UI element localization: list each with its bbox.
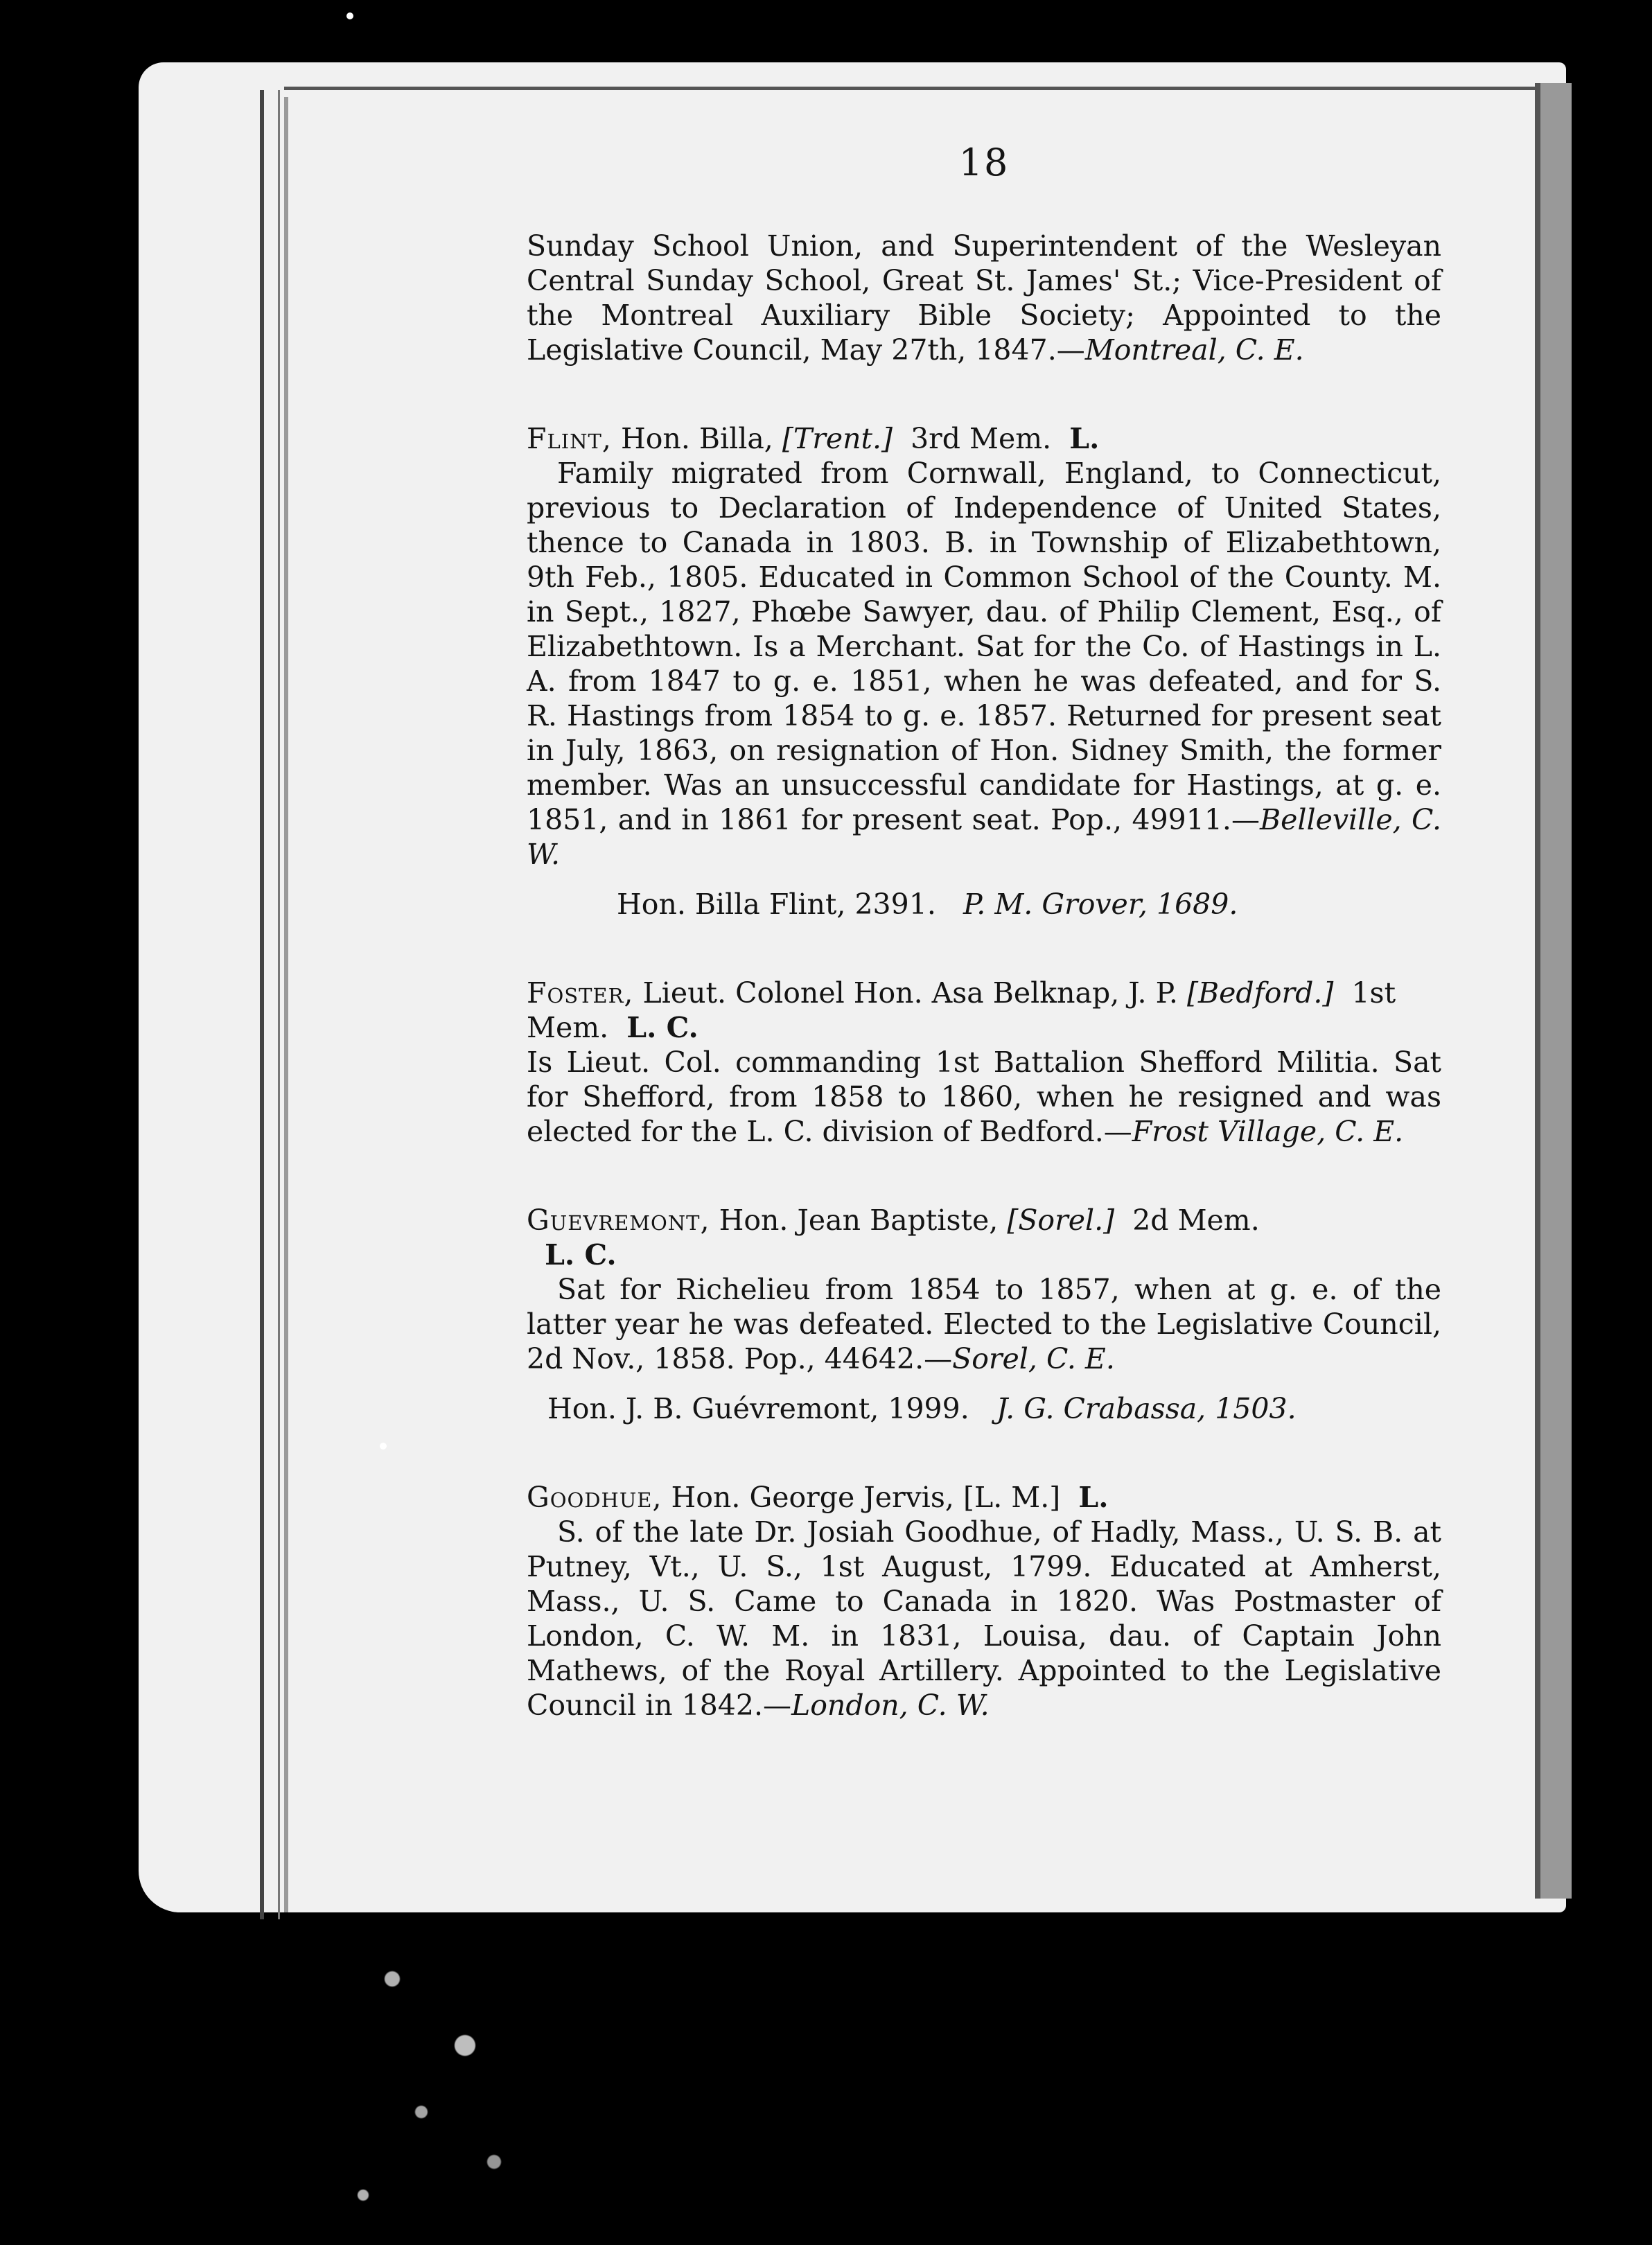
entry-body-text: Family migrated from Cornwall, England, to Connecticut, previous to Declaration of Independence of United States, thence to Canada in 1803. B. in Township of Elizabethtown, 9th Feb., 1805. Educated in Common School of the County. M. in Sept., 1827, Phœbe Sawyer, dau. of Philip Clement, Esq., of Elizabethtown. Is a Merchant. Sat for the Co. of Hastings in L. A. from 1847 to g. e. 1851, when he was defeated, and for S. R. Hastings from 1854 to g. e. 1857. Returned for present seat in July, 1863, on resignation of Hon. Sidney Smith, the former member. Was an unsuccessful candidate for Hastings, at g. e. 1851, and in 1861 for present seat. Pop., 49911.— [527, 457, 1441, 836]
entry-flint [527, 421, 1441, 922]
entry-party: L. C. [545, 1238, 617, 1271]
entry-place: Belleville, C. W. [527, 803, 1441, 871]
page-right-edge [1535, 83, 1572, 1899]
entry-body [527, 1045, 1441, 1149]
entry-membership: 1st Mem. [527, 976, 1396, 1044]
entry-vote [527, 1391, 1441, 1426]
entry-surname: Flint, [527, 422, 612, 455]
continuation-place: Montreal, C. E. [1084, 333, 1304, 367]
entry-place: London, C. W. [791, 1689, 990, 1722]
entry-division: [Sorel.] [1007, 1204, 1115, 1237]
entry-place: Sorel, C. E. [952, 1342, 1115, 1375]
entry-party: L. [1078, 1481, 1109, 1514]
entry-party: L. C. [626, 1011, 698, 1044]
page-number: 18 [958, 141, 1010, 184]
page-top-edge [284, 87, 1538, 90]
entry-vote [527, 887, 1441, 922]
page-gutter [260, 90, 280, 1919]
entry-division: [Trent.] [782, 422, 893, 455]
entry-place: Frost Village, C. E. [1132, 1115, 1404, 1148]
entry-body-text: S. of the late Dr. Josiah Goodhue, of Hadly, Mass., U. S. B. at Putney, Vt., U. S., 1st August, 1799. Educated at Amherst, Mass., U. S. Came to Canada in 1820. Was Postmaster of London, C. W. M. in 1831, Louisa, dau. of Captain John Mathews, of the Royal Artillery. Appointed to the Legislative Council in 1842.— [527, 1515, 1441, 1722]
scan-dust [305, 1912, 596, 2245]
page-text [527, 125, 1441, 1723]
entry-division: [Bedford.] [1186, 976, 1334, 1010]
entry-body [527, 1272, 1441, 1376]
entry-title: Lieut. Colonel Hon. Asa Belknap, J. P. [642, 976, 1178, 1010]
entry-title: Hon. Billa, [620, 422, 773, 455]
vote-loser: J. G. Crabassa, 1503. [996, 1392, 1297, 1425]
entry-goodhue [527, 1480, 1441, 1723]
entry-guevremont [527, 1203, 1441, 1426]
entry-header [527, 1480, 1441, 1515]
entry-foster [527, 976, 1441, 1149]
continuation-text: Sunday School Union, and Superintendent of the Wesleyan Central Sunday School, Great St. James' St.; Vice-President of the Montreal Auxiliary Bible Society; Appointed to the Legislative Council, May 27th, 1847.— [527, 229, 1441, 367]
scan-speck [346, 12, 353, 19]
entry-membership: 2d Mem. [1132, 1204, 1260, 1237]
entry-surname: Goodhue, [527, 1481, 662, 1514]
scan-speck [380, 1443, 387, 1450]
continuation-paragraph [527, 229, 1441, 367]
entry-surname: Foster, [527, 976, 634, 1010]
vote-winner: Hon. Billa Flint, 2391. [617, 888, 936, 921]
entry-title: Hon. Jean Baptiste, [719, 1204, 999, 1237]
entry-membership: 3rd Mem. [911, 422, 1052, 455]
vote-loser: P. M. Grover, 1689. [963, 888, 1238, 921]
entry-header [527, 421, 1441, 456]
entry-header [527, 1203, 1441, 1272]
vote-winner: Hon. J. B. Guévremont, 1999. [547, 1392, 969, 1425]
entry-surname: Guevremont, [527, 1204, 710, 1237]
entry-body-text: Is Lieut. Col. commanding 1st Battalion Shefford Militia. Sat for Shefford, from 1858 to 1860, when he resigned and was elected for the L. C. division of Bedford.— [527, 1046, 1441, 1148]
entry-body [527, 456, 1441, 872]
entry-header [527, 976, 1441, 1045]
entry-body-text: Sat for Richelieu from 1854 to 1857, when at g. e. of the latter year he was defeated. Elected to the Legislative Council, 2d Nov., 1858. Pop., 44642.— [527, 1273, 1441, 1375]
entry-body [527, 1515, 1441, 1723]
entry-division: [L. M.] [963, 1481, 1061, 1514]
entry-party: L. [1069, 422, 1100, 455]
entry-title: Hon. George Jervis, [671, 1481, 954, 1514]
page-gutter-line [284, 97, 288, 1912]
